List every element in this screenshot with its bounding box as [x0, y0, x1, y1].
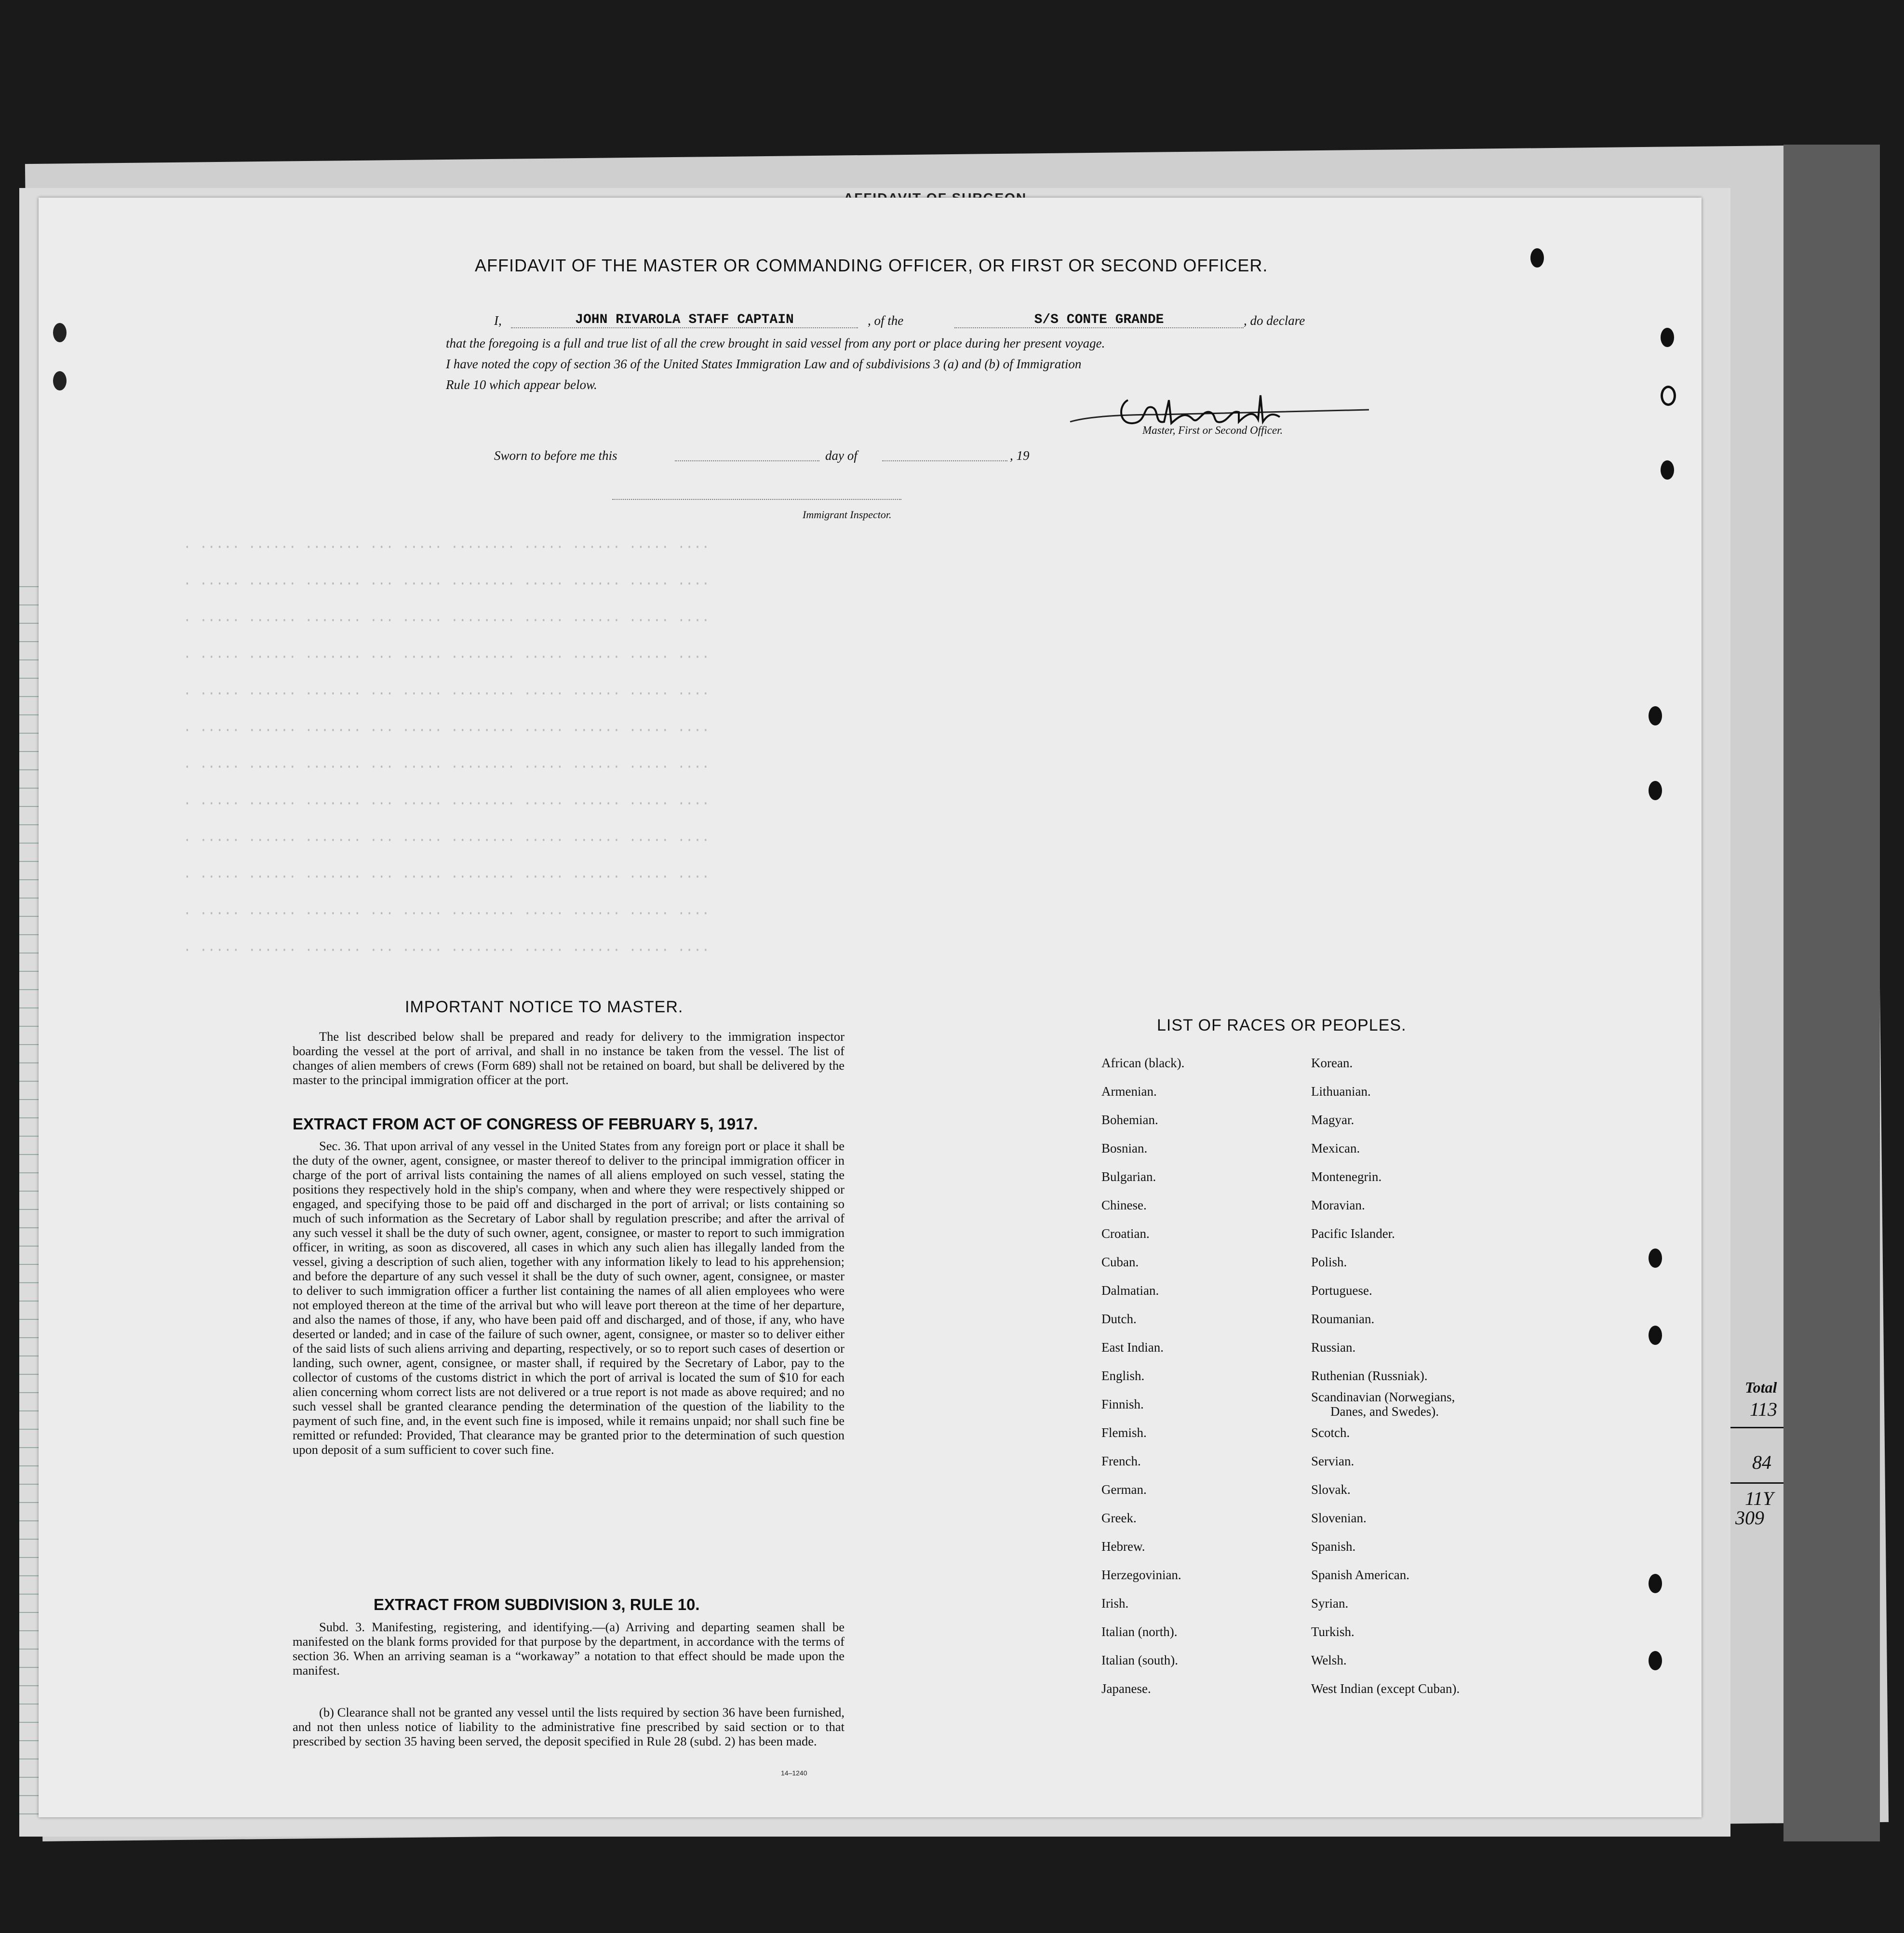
signature-caption: Master, First or Second Officer.	[1142, 424, 1283, 436]
race-item: French.	[1101, 1454, 1141, 1468]
race-item: East Indian.	[1101, 1340, 1164, 1355]
inspector-caption: Immigrant Inspector.	[803, 509, 892, 521]
declaration-line-4: Rule 10 which appear below.	[446, 377, 597, 392]
tally-value: 113	[1750, 1398, 1778, 1420]
race-item: Montenegrin.	[1311, 1169, 1382, 1184]
binder-hole	[1649, 1248, 1662, 1268]
race-item: Italian (south).	[1101, 1653, 1178, 1667]
sworn-year-label: , 19	[1010, 448, 1030, 463]
tally-rule	[1730, 1427, 1783, 1428]
binder-edge	[1783, 145, 1880, 1841]
race-item: Spanish.	[1311, 1539, 1356, 1554]
race-item: Spanish American.	[1311, 1568, 1409, 1582]
race-item: Flemish.	[1101, 1425, 1147, 1440]
race-item: Croatian.	[1101, 1226, 1150, 1241]
race-item: Ruthenian (Russniak).	[1311, 1369, 1428, 1383]
race-item: Scandinavian (Norwegians,	[1311, 1390, 1455, 1404]
binder-hole	[1661, 460, 1674, 480]
race-item-continuation: Danes, and Swedes).	[1330, 1404, 1439, 1419]
race-item: Scotch.	[1311, 1425, 1350, 1440]
race-item: Bohemian.	[1101, 1113, 1158, 1127]
officer-name: JOHN RIVAROLA STAFF CAPTAIN	[511, 312, 858, 328]
race-item: English.	[1101, 1369, 1145, 1383]
race-item: Italian (north).	[1101, 1624, 1178, 1639]
act-extract-heading: EXTRACT FROM ACT OF CONGRESS OF FEBRUARY 5, 1917.	[293, 1115, 758, 1133]
declaration-i-label: I,	[494, 313, 502, 328]
race-item: Korean.	[1311, 1056, 1353, 1070]
sworn-day-blank	[675, 460, 819, 461]
race-item: Russian.	[1311, 1340, 1356, 1355]
race-item: Syrian.	[1311, 1596, 1349, 1611]
of-the-label: , of the	[868, 313, 904, 328]
rule-extract-heading: EXTRACT FROM SUBDIVISION 3, RULE 10.	[374, 1596, 700, 1613]
sworn-label: Sworn to before me this	[494, 448, 617, 463]
tally-value: 309	[1735, 1507, 1764, 1529]
binder-hole	[1661, 386, 1676, 406]
race-item: Slovenian.	[1311, 1511, 1367, 1525]
notice-heading: IMPORTANT NOTICE TO MASTER.	[405, 998, 684, 1016]
race-item: Finnish.	[1101, 1397, 1144, 1411]
race-item: Welsh.	[1311, 1653, 1347, 1667]
race-item: Cuban.	[1101, 1255, 1139, 1269]
do-declare-label: , do declare	[1244, 313, 1305, 328]
race-item: Lithuanian.	[1311, 1084, 1371, 1099]
race-item: Portuguese.	[1311, 1283, 1372, 1298]
day-of-label: day of	[825, 448, 858, 463]
race-item: African (black).	[1101, 1056, 1185, 1070]
race-item: Armenian.	[1101, 1084, 1157, 1099]
race-item: Pacific Islander.	[1311, 1226, 1395, 1241]
form-number: 14–1240	[781, 1769, 807, 1777]
act-extract-body: Sec. 36. That upon arrival of any vessel in the United States from any foreign port or place it shall be the duty of the owner, agent, consignee, or master thereof to deliver to the principal immigration officer in charge of the port of arrival lists containing the names of all aliens employed on such vessel, stating the positions they respectively hold in the ship's company, when and where they were respectively shipped or engaged, and specifying those to be paid off and discharged in the port of arrival; or lists containing so much of such information as the Secretary of Labor shall by regulation prescribe; and after the arrival of any such vessel it shall be the duty of such owner, agent, consignee, or master to report to such immigration officer, in writing, as soon as discovered, all cases in which any such alien has illegally landed from the vessel, giving a description of such alien, together with any information likely to lead to his apprehension; and before the departure of any such vessel it shall be the duty of such owner, agent, consignee, or master to deliver to such immigration officer a further list containing the names of all alien employees who were not employed thereon at the time of the arrival but who will leave port thereon at the time of her departure, and also the names of those, if any, who have been paid off and discharged, and of those, if any, who have deserted or landed; and in case of the failure of such owner, agent, consignee, or master so to deliver either of the said lists of such aliens arriving and departing, respectively, or so to report such cases of desertion or landing, such owner, agent, consignee, or master shall, if required by the Secretary of Labor, pay to the collector of customs of the customs district in which the port of arrival is located the sum of $10 for each alien concerning whom correct lists are not delivered or a true report is not made as above required; and no such vessel shall be granted clearance pending the determination of the question of the liability to the payment of such fine, and, in the event such fine is imposed, while it remains unpaid; nor shall such fine be remitted or refunded: Provided, That clearance may be granted prior to the determination of such question upon deposit of a sum sufficient to cover such fine.	[293, 1139, 845, 1457]
binder-hole	[53, 371, 67, 390]
sworn-month-blank	[882, 460, 1007, 461]
binder-hole	[1530, 248, 1544, 268]
races-left-column	[1101, 1056, 1304, 1702]
vessel-name: S/S CONTE GRANDE	[954, 312, 1244, 328]
race-item: Herzegovinian.	[1101, 1568, 1181, 1582]
race-item: Turkish.	[1311, 1624, 1354, 1639]
race-item: Hebrew.	[1101, 1539, 1145, 1554]
binder-hole	[1649, 1574, 1662, 1593]
race-item: Bosnian.	[1101, 1141, 1148, 1155]
tally-label: Total	[1745, 1379, 1777, 1396]
races-heading: LIST OF RACES OR PEOPLES.	[1157, 1016, 1407, 1034]
declaration-line-2: that the foregoing is a full and true list of all the crew brought in said vessel from any port or place during her present voyage.	[446, 336, 1105, 350]
declaration-line-3: I have noted the copy of section 36 of the United States Immigration Law and of subdivisions 3 (a) and (b) of Immigration	[446, 357, 1082, 371]
binder-hole	[1649, 781, 1662, 800]
affidavit-title: AFFIDAVIT OF THE MASTER OR COMMANDING OFFICER, OR FIRST OR SECOND OFFICER.	[475, 255, 1268, 275]
tally-value: 11Y	[1745, 1488, 1774, 1509]
race-item: Roumanian.	[1311, 1312, 1375, 1326]
rule-subd-b: (b) Clearance shall not be granted any vessel until the lists required by section 36 have been furnished, and not then unless notice of liability to the administrative fine prescribed by said section or to that prescribed by section 35 having been served, the deposit specified in Rule 28 (subd. 2) has been made.	[293, 1705, 845, 1748]
handwritten-tally	[1726, 1379, 1793, 1543]
binder-hole	[53, 323, 67, 342]
race-item: Slovak.	[1311, 1482, 1351, 1497]
race-item: Irish.	[1101, 1596, 1129, 1611]
binder-hole	[1649, 706, 1662, 725]
binder-hole	[1661, 328, 1674, 347]
race-item: Dutch.	[1101, 1312, 1137, 1326]
race-item: Dalmatian.	[1101, 1283, 1159, 1298]
race-item: Japanese.	[1101, 1681, 1151, 1696]
races-right-column	[1311, 1056, 1562, 1702]
inspector-signature-line	[612, 499, 901, 500]
binder-hole	[1649, 1651, 1662, 1670]
binder-hole	[1649, 1326, 1662, 1345]
race-item: Mexican.	[1311, 1141, 1360, 1155]
race-item: Moravian.	[1311, 1198, 1365, 1212]
tally-rule	[1730, 1482, 1783, 1484]
race-item: Polish.	[1311, 1255, 1347, 1269]
bleed-through-rows: · ····· ······ ······· ··· ····· ········ ····· ······ ····· ···· · ····· ······ ······· ··· ····· ········ ····· ······ ····· ···· · ····· ······ ······· ··· ····· ········ ····· ······ ····· ···· · ····· ······ ······· ··· ····· ········ ····· ······ ····· ···· · ····· ······ ······· ··· ····· ········ ····· ······ ····· ···· · ····· ······ ······· ··· ····· ········ ····· ······ ····· ···· · ····· ······ ······· ··· ····· ········ ····· ······ ····· ···· · ····· ······ ······· ··· ····· ········ ····· ······ ····· ···· · ····· ······ ······· ··· ····· ········ ····· ······ ····· ···· · ····· ······ ······· ··· ····· ········ ····· ······ ····· ···· · ····· ······ ······· ··· ····· ········ ····· ······ ····· ···· · ····· ······ ······· ··· ····· ········ ····· ······ ····· ····	[183, 540, 710, 958]
notice-body: The list described below shall be prepared and ready for delivery to the immigration inspector boarding the vessel at the port of arrival, and shall in no instance be taken from the vessel. The list of changes of alien members of crews (Form 689) shall not be retained on board, but shall be delivered by the master to the principal immigration officer at the port.	[293, 1029, 845, 1087]
race-item: West Indian (except Cuban).	[1311, 1681, 1460, 1696]
race-item: Bulgarian.	[1101, 1169, 1156, 1184]
race-item: German.	[1101, 1482, 1147, 1497]
race-item: Servian.	[1311, 1454, 1354, 1468]
race-item: Greek.	[1101, 1511, 1137, 1525]
race-item: Magyar.	[1311, 1113, 1354, 1127]
rule-subd-a: Subd. 3. Manifesting, registering, and identifying.—(a) Arriving and departing seamen shall be manifested on the blank forms provided for that purpose by the department, in accordance with the terms of section 36. When an arriving seaman is a “workaway” a notation to that effect should be made upon the manifest.	[293, 1620, 845, 1678]
race-item: Chinese.	[1101, 1198, 1147, 1212]
tally-value: 84	[1752, 1451, 1771, 1473]
